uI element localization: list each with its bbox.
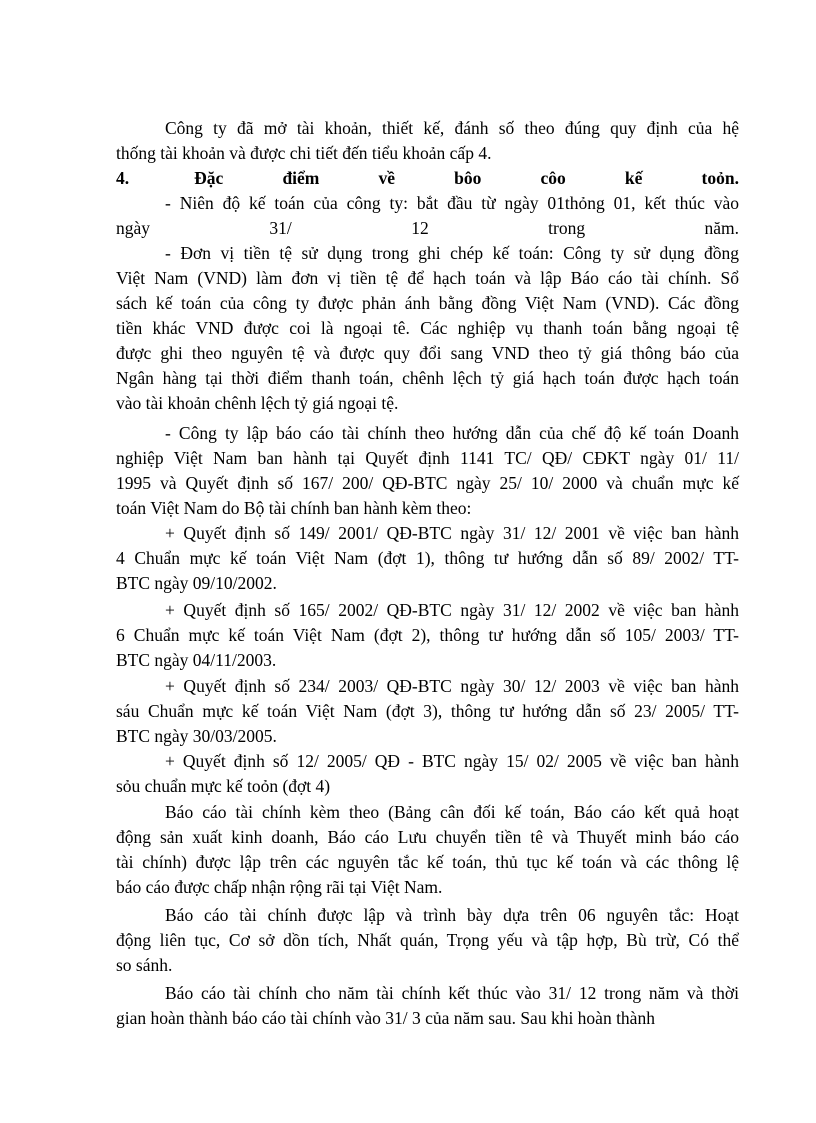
paragraph-line: Báo cáo tài chính kèm theo (Bảng cân đối kế toán, Báo cáo kết quả hoạt (165, 802, 739, 822)
paragraph-line: vào tài khoản chênh lệch tỷ giá ngoại tệ. (116, 393, 399, 413)
paragraph-line: - Niên độ kế toán của công ty: bắt đầu từ ngày 01thỏng 01, kết thúc vào (165, 193, 739, 213)
paragraph-line: + Quyết định số 165/ 2002/ QĐ-BTC ngày 31/ 12/ 2002 về việc ban hành (165, 600, 739, 620)
paragraph-line: Báo cáo tài chính cho năm tài chính kết thúc vào 31/ 12 trong năm và thời (165, 983, 739, 1003)
paragraph-line: thống tài khoản và được chi tiết đến tiểu khoản cấp 4. (116, 143, 492, 163)
paragraph-line: sáu Chuẩn mực kế toán Việt Nam (đợt 3), thông tư hướng dẫn số 23/ 2005/ TT- (116, 701, 739, 721)
paragraph-line: + Quyết định số 149/ 2001/ QĐ-BTC ngày 31/ 12/ 2001 về việc ban hành (165, 523, 739, 543)
paragraph-line: BTC ngày 30/03/2005. (116, 726, 277, 746)
paragraph-line: BTC ngày 09/10/2002. (116, 573, 277, 593)
paragraph-line: Việt Nam (VND) làm đơn vị tiền tệ để hạch toán và lập Báo cáo tài chính. Sổ (116, 268, 739, 288)
paragraph-line: + Quyết định số 12/ 2005/ QĐ - BTC ngày 15/ 02/ 2005 về việc ban hành (165, 751, 739, 771)
paragraph-line: sỏu chuẩn mực kế toỏn (đợt 4) (116, 776, 331, 796)
paragraph-line: so sánh. (116, 955, 173, 975)
paragraph-line: Ngân hàng tại thời điểm thanh toán, chênh lệch tỷ giá hạch toán được hạch toán (116, 368, 739, 388)
paragraph-line: Công ty đã mở tài khoản, thiết kế, đánh số theo đúng quy định của hệ (165, 118, 739, 138)
paragraph-line: + Quyết định số 234/ 2003/ QĐ-BTC ngày 30/ 12/ 2003 về việc ban hành (165, 676, 739, 696)
paragraph-line: nghiệp Việt Nam ban hành tại Quyết định 1141 TC/ QĐ/ CĐKT ngày 01/ 11/ (116, 448, 739, 468)
paragraph-line: sách kế toán của công ty được phản ánh bằng đồng Việt Nam (VND). Các đồng (116, 293, 739, 313)
paragraph-line: gian hoàn thành báo cáo tài chính vào 31/ 3 của năm sau. Sau khi hoàn thành (116, 1008, 655, 1028)
paragraph-line: 4 Chuẩn mực kế toán Việt Nam (đợt 1), thông tư hướng dẫn số 89/ 2002/ TT- (116, 548, 739, 568)
paragraph-line: động sản xuất kinh doanh, Báo cáo Lưu chuyển tiền tê và Thuyết minh báo cáo (116, 827, 739, 847)
paragraph-line: động liên tục, Cơ sở dồn tích, Nhất quán, Trọng yếu và tập hợp, Bù trừ, Có thể (116, 930, 739, 950)
paragraph-line: được ghi theo nguyên tệ và được quy đổi sang VND theo tỷ giá thông báo của (116, 343, 739, 363)
paragraph-line: - Đơn vị tiền tệ sử dụng trong ghi chép kế toán: Công ty sử dụng đồng (165, 243, 739, 263)
paragraph-line: Báo cáo tài chính được lập và trình bày dựa trên 06 nguyên tắc: Hoạt (165, 905, 739, 925)
paragraph-line: tài chính) được lập trên các nguyên tắc kế toán, thủ tục kế toán và các thông lệ (116, 852, 739, 872)
paragraph-line: ngày 31/ 12 trong năm. (116, 218, 739, 238)
section-heading: 4. Đặc điểm về bôo côo kế toỏn. (116, 168, 739, 188)
paragraph-line: toán Việt Nam do Bộ tài chính ban hành kèm theo: (116, 498, 472, 518)
paragraph-line: 1995 và Quyết định số 167/ 200/ QĐ-BTC ngày 25/ 10/ 2000 và chuẩn mực kế (116, 473, 739, 493)
paragraph-line: tiền khác VND được coi là ngoại tê. Các nghiệp vụ thanh toán bằng ngoại tệ (116, 318, 739, 338)
paragraph-line: báo cáo được chấp nhận rộng rãi tại Việt Nam. (116, 877, 443, 897)
paragraph-line: 6 Chuẩn mực kế toán Việt Nam (đợt 2), thông tư hướng dẫn số 105/ 2003/ TT- (116, 625, 739, 645)
paragraph-line: BTC ngày 04/11/2003. (116, 650, 277, 670)
paragraph-line: - Công ty lập báo cáo tài chính theo hướng dẫn của chế độ kế toán Doanh (165, 423, 739, 443)
